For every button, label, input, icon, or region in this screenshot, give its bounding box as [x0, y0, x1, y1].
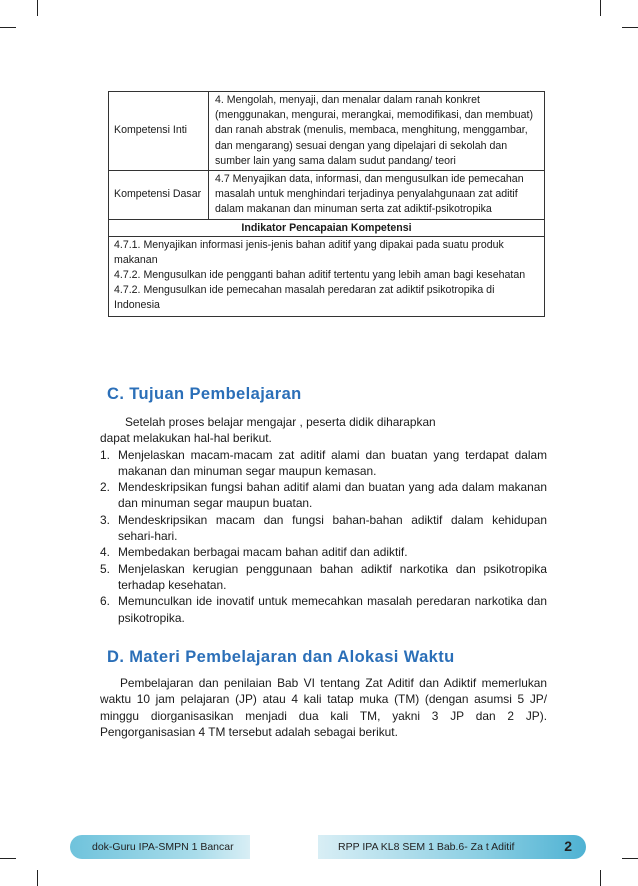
crop-mark	[622, 858, 638, 859]
footer-left-text: dok-Guru IPA-SMPN 1 Bancar	[92, 841, 234, 853]
table-row	[109, 92, 545, 171]
kompetensi-dasar-label: Kompetensi Dasar	[109, 171, 209, 220]
footer-left-banner	[70, 835, 250, 859]
crop-mark	[37, 870, 38, 886]
list-item: 4. Membedakan berbagai macam bahan aditif dan adiktif.	[100, 545, 408, 560]
crop-mark	[622, 27, 638, 28]
list-item: 5. Menjelaskan kerugian penggunaan bahan adiktif narkotika dan psikotropika terhadap kesehatan.	[100, 561, 547, 592]
list-item: 1. Menjelaskan macam-macam zat aditif alami dan buatan yang terdapat dalam makanan dan minuman segar maupun kemasan.	[100, 447, 547, 478]
crop-mark	[37, 0, 38, 16]
kompetensi-dasar-text: 4.7 Menyajikan data, informasi, dan mengusulkan ide pemecahan masalah untuk menghindari terjadinya penyalahgunaan zat aditif dalam makanan dan minuman serta zat adiktif-psikotropika	[209, 171, 545, 220]
table-row	[109, 236, 545, 316]
crop-mark	[0, 858, 16, 859]
kompetensi-inti-label: Kompetensi Inti	[109, 92, 209, 171]
objectives-list	[100, 447, 547, 626]
table-row	[109, 219, 545, 236]
list-item: 2. Mendeskripsikan fungsi bahan aditif alami dan buatan yang ada dalam makanan dan minuman segar maupun buatan.	[100, 480, 547, 511]
section-c-body	[100, 414, 547, 626]
section-c-intro-line2: dapat melakukan hal-hal berikut.	[100, 431, 272, 446]
kompetensi-inti-text: 4. Mengolah, menyaji, dan menalar dalam ranah konkret (menggunakan, mengurai, merangkai, memodifikasi, dan membuat) dan ranah abstrak (menulis, membaca, menghitung, menggambar, dan mengarang) sesuai dengan yang dipelajari di sekolah dan sumber lain yang sama dalam sudut pandang/ teori	[209, 92, 545, 171]
page-number: 2	[564, 838, 572, 854]
indikator-list	[109, 236, 545, 316]
crop-mark	[600, 870, 601, 886]
footer-right-banner	[318, 835, 586, 859]
footer-right-text: RPP IPA KL8 SEM 1 Bab.6- Za t Aditif	[338, 841, 515, 853]
list-item: 3. Mendeskripsikan macam dan fungsi bahan-bahan adiktif dalam kehidupan sehari-hari.	[100, 512, 547, 544]
section-d-title: D. Materi Pembelajaran dan Alokasi Waktu	[107, 648, 455, 666]
crop-mark	[0, 27, 16, 28]
competency-table	[108, 91, 545, 317]
section-d-paragraph: Pembelajaran dan penilaian Bab VI tentang Zat Aditif dan Adiktif memerlukan waktu 10 jam pelajaran (JP) atau 4 kali tatap muka (TM) (dengan asumsi 5 JP/ minggu diorganisasikan menjadi dua kali TM, yakni 3 JP dan 2 JP). Pengorganisasian 4 TM tersebut adalah sebagai berikut.	[100, 676, 547, 739]
indikator-item: 4.7.1. Menyajikan informasi jenis-jenis bahan aditif yang dipakai pada suatu produk makanan	[114, 238, 504, 266]
list-item: 6. Memunculkan ide inovatif untuk memecahkan masalah peredaran narkotika dan psikotropika.	[100, 594, 547, 625]
table-row	[109, 171, 545, 220]
indikator-item: 4.7.2. Mengusulkan ide pemecahan masalah peredaran zat adiktif psikotropika di Indonesia	[114, 284, 495, 312]
indikator-item: 4.7.2. Mengusulkan ide pengganti bahan aditif tertentu yang lebih aman bagi kesehatan	[114, 269, 526, 282]
section-c-title: C. Tujuan Pembelajaran	[107, 385, 302, 403]
crop-mark	[600, 0, 601, 16]
section-c-intro-line1: Setelah proses belajar mengajar , peserta didik diharapkan	[125, 415, 436, 429]
indikator-header: Indikator Pencapaian Kompetensi	[109, 219, 545, 236]
